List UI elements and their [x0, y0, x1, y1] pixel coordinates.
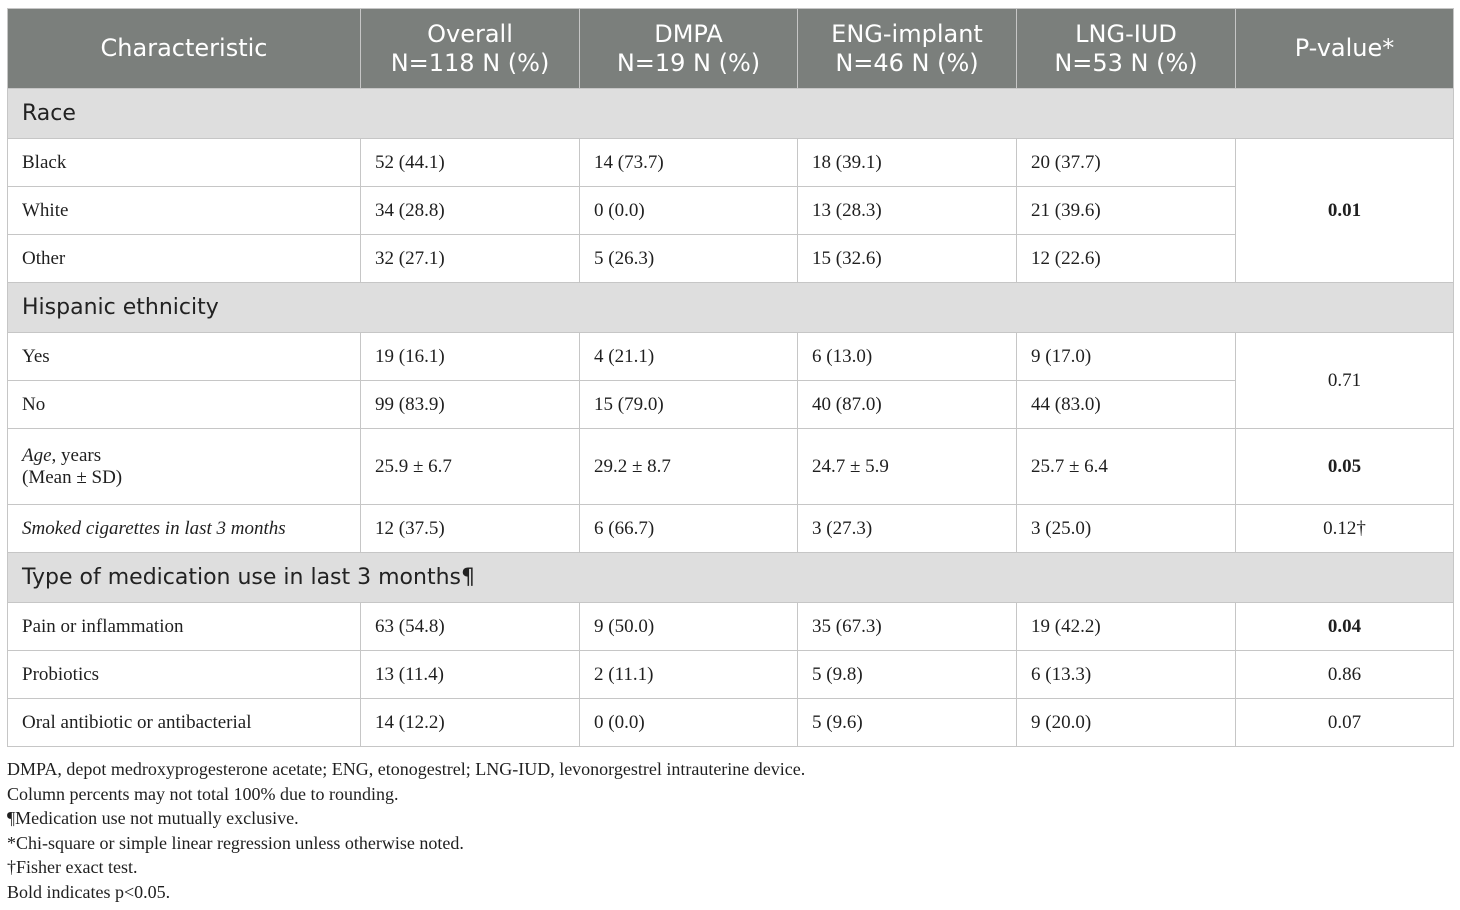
- footnote-medication: ¶Medication use not mutually exclusive.: [7, 808, 299, 829]
- cell-dmpa: 2 (11.1): [580, 651, 798, 699]
- cell-overall: 52 (44.1): [361, 139, 580, 187]
- row-label: Pain or inflammation: [8, 603, 361, 651]
- cell-dmpa: 29.2 ± 8.7: [580, 429, 798, 505]
- cell-overall: 13 (11.4): [361, 651, 580, 699]
- cell-overall: 12 (37.5): [361, 505, 580, 553]
- header-dmpa-n: N=19 N (%): [616, 48, 761, 77]
- cell-eng: 6 (13.0): [798, 333, 1017, 381]
- header-eng-implant: [798, 9, 1017, 89]
- header-row: [8, 9, 1454, 89]
- section-row-race: [8, 89, 1454, 139]
- cell-overall: 19 (16.1): [361, 333, 580, 381]
- cell-lng: 9 (17.0): [1017, 333, 1236, 381]
- header-characteristic: Characteristic: [8, 9, 361, 89]
- section-row-medication: [8, 553, 1454, 603]
- row-label: Probiotics: [8, 651, 361, 699]
- cell-dmpa: 9 (50.0): [580, 603, 798, 651]
- cell-eng: 35 (67.3): [798, 603, 1017, 651]
- table-row-smoked: [8, 505, 1454, 553]
- header-overall: [361, 9, 580, 89]
- header-dmpa: [580, 9, 798, 89]
- cell-lng: 9 (20.0): [1017, 699, 1236, 747]
- cell-dmpa: 14 (73.7): [580, 139, 798, 187]
- cell-dmpa: 0 (0.0): [580, 699, 798, 747]
- cell-pvalue: 0.04: [1236, 603, 1454, 651]
- cell-pvalue: 0.07: [1236, 699, 1454, 747]
- cell-eng: 5 (9.8): [798, 651, 1017, 699]
- cell-overall: 34 (28.8): [361, 187, 580, 235]
- cell-lng: 6 (13.3): [1017, 651, 1236, 699]
- section-title-medication: Type of medication use in last 3 months¶: [8, 553, 1454, 603]
- header-lng-title: LNG-IUD: [1075, 19, 1177, 48]
- row-label: No: [8, 381, 361, 429]
- footnote-abbreviations: DMPA, depot medroxyprogesterone acetate; ENG, etonogestrel; LNG-IUD, levonorgestrel intrauterine device.: [7, 759, 806, 779]
- cell-lng: 21 (39.6): [1017, 187, 1236, 235]
- header-overall-title: Overall: [427, 19, 513, 48]
- row-label: White: [8, 187, 361, 235]
- section-title-race: Race: [8, 89, 1454, 139]
- cell-lng: 12 (22.6): [1017, 235, 1236, 283]
- table-row: [8, 333, 1454, 381]
- footnote-rounding: Column percents may not total 100% due to rounding.: [7, 783, 399, 804]
- cell-eng: 24.7 ± 5.9: [798, 429, 1017, 505]
- table-row: [8, 603, 1454, 651]
- footnote-chi-square: *Chi-square or simple linear regression unless otherwise noted.: [7, 832, 464, 853]
- cell-eng: 13 (28.3): [798, 187, 1017, 235]
- cell-dmpa: 15 (79.0): [580, 381, 798, 429]
- age-label-rest: , years: [51, 444, 102, 466]
- cell-eng: 15 (32.6): [798, 235, 1017, 283]
- cell-overall: 14 (12.2): [361, 699, 580, 747]
- cell-lng: 44 (83.0): [1017, 381, 1236, 429]
- row-label-age: [8, 429, 361, 505]
- row-label-smoked: Smoked cigarettes in last 3 months: [8, 505, 361, 553]
- footnote-fisher: †Fisher exact test.: [7, 857, 138, 878]
- table-row: [8, 699, 1454, 747]
- cell-overall: 25.9 ± 6.7: [361, 429, 580, 505]
- cell-pvalue: 0.01: [1236, 139, 1454, 283]
- footnote-bold: Bold indicates p<0.05.: [7, 881, 171, 902]
- cell-eng: 5 (9.6): [798, 699, 1017, 747]
- table-footnotes: [7, 757, 1407, 905]
- table-row: [8, 651, 1454, 699]
- row-label: Yes: [8, 333, 361, 381]
- header-eng-n: N=46 N (%): [835, 48, 979, 77]
- cell-dmpa: 6 (66.7): [580, 505, 798, 553]
- row-label: Oral antibiotic or antibacterial: [8, 699, 361, 747]
- cell-overall: 99 (83.9): [361, 381, 580, 429]
- cell-lng: 19 (42.2): [1017, 603, 1236, 651]
- cell-lng: 25.7 ± 6.4: [1017, 429, 1236, 505]
- cell-eng: 40 (87.0): [798, 381, 1017, 429]
- header-overall-n: N=118 N (%): [390, 48, 550, 77]
- row-label: Black: [8, 139, 361, 187]
- cell-overall: 63 (54.8): [361, 603, 580, 651]
- cell-pvalue: 0.05: [1236, 429, 1454, 505]
- row-label: Other: [8, 235, 361, 283]
- cell-dmpa: 5 (26.3): [580, 235, 798, 283]
- section-title-hispanic: Hispanic ethnicity: [8, 283, 1454, 333]
- header-pvalue: P-value*: [1236, 9, 1454, 89]
- cell-eng: 3 (27.3): [798, 505, 1017, 553]
- cell-eng: 18 (39.1): [798, 139, 1017, 187]
- cell-lng: 20 (37.7): [1017, 139, 1236, 187]
- header-eng-title: ENG-implant: [831, 19, 983, 48]
- age-label-italic: Age: [22, 444, 52, 466]
- header-lng-n: N=53 N (%): [1054, 48, 1198, 77]
- header-dmpa-title: DMPA: [654, 19, 723, 48]
- cell-pvalue: 0.86: [1236, 651, 1454, 699]
- cell-pvalue: 0.12†: [1236, 505, 1454, 553]
- table-row-age: [8, 429, 1454, 505]
- header-lng-iud: [1017, 9, 1236, 89]
- cell-lng: 3 (25.0): [1017, 505, 1236, 553]
- section-row-hispanic: [8, 283, 1454, 333]
- cell-dmpa: 0 (0.0): [580, 187, 798, 235]
- cell-overall: 32 (27.1): [361, 235, 580, 283]
- cell-dmpa: 4 (21.1): [580, 333, 798, 381]
- characteristics-table: [7, 8, 1454, 747]
- cell-pvalue: 0.71: [1236, 333, 1454, 429]
- age-label-line2: (Mean ± SD): [22, 466, 123, 488]
- table-row: [8, 139, 1454, 187]
